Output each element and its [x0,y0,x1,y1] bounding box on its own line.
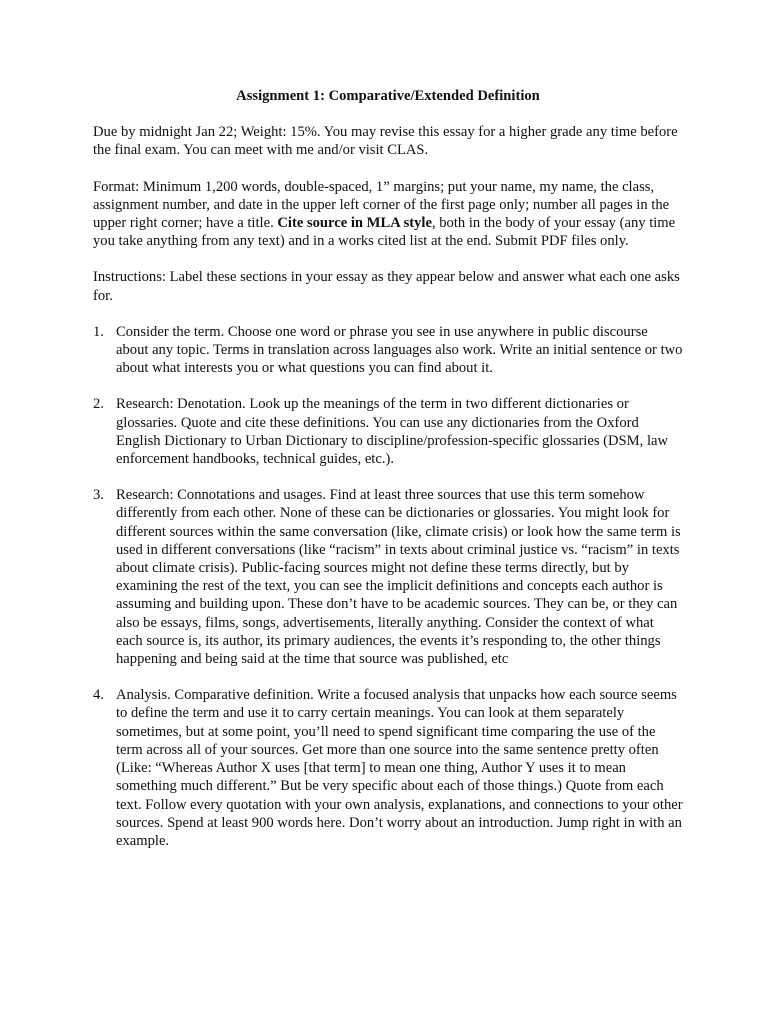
list-item-text: Analysis. Comparative definition. Write a focused analysis that unpacks how each source seems to define the term and use it to carry certain meanings. You can look at them separately sometimes, but at some point, you’ll need to spend significant time comparing the use of the term across all of your sources. Get more than one source into the same sentence pretty often (Like: “Whereas Author X uses [that term] to mean one thing, Author Y uses it to mean something much different.” But be very specific about each of those things.) Quote from each text. Follow every quotation with your own analysis, explanations, and connections to your other sources. Spend at least 900 words here. Don’t worry about an introduction. Jump right in with an example. [116,687,683,849]
instructions-list [93,323,683,850]
due-paragraph: Due by midnight Jan 22; Weight: 15%. You may revise this essay for a higher grade any time before the final exam. You can meet with me and/or visit CLAS. [93,124,678,159]
list-item [93,486,683,668]
list-item-text: Research: Connotations and usages. Find at least three sources that use this term somehow differently from each other. None of these can be dictionaries or glossaries. You might look for different sources within the same conversation (like, climate crisis) or look how the same term is used in different conversations (like “racism” in texts about criminal justice vs. “racism” in texts about climate crisis). Public-facing sources might not define these terms directly, but by examining the rest of the text, you can see the implicit definitions and concepts each author is assuming and building upon. These don’t have to be academic sources. They can be, or they can also be essays, films, songs, advertisements, literally anything. Consider the context of what each source is, its author, its primary audiences, the events it’s responding to, the other things happening and being said at the time that source was published, etc [116,487,681,668]
instructions-intro: Instructions: Label these sections in your essay as they appear below and answer what each one asks for. [93,269,680,304]
list-item-number: 1. [93,323,104,340]
mla-emphasis: Cite source in MLA style [277,215,432,232]
list-item [93,323,683,378]
list-item-text: Consider the term. Choose one word or phrase you see in use anywhere in public discourse about any topic. Terms in translation across languages also work. Write an initial sentence or two about what interests you or what questions you can find about it. [116,323,683,377]
format-text-start: Format: Minimum 1,200 words, double-spaced, 1” margins; put your name, my name, the class, assignment number, and date in the upper left corner of the first page only; number all pages in the upper right corner; have a title. [93,178,670,232]
list-item [93,686,683,850]
list-item-number: 4. [93,687,104,704]
list-item-number: 2. [93,396,104,413]
document-body [93,87,683,868]
list-item [93,395,683,468]
assignment-title: Assignment 1: Comparative/Extended Definition [236,88,540,104]
list-item-text: Research: Denotation. Look up the meanings of the term in two different dictionaries or glossaries. Quote and cite these definitions. You can use any dictionaries from the Oxford English Dictionary to Urban Dictionary to discipline/profession-specific glossaries (DSM, law enforcement handbooks, technical guides, etc.). [116,396,669,468]
format-text-end: , both in the body of your essay (any time you take anything from any text) and in a works cited list at the end. Submit PDF files only. [93,215,676,250]
list-item-number: 3. [93,487,104,504]
format-paragraph [93,178,683,251]
